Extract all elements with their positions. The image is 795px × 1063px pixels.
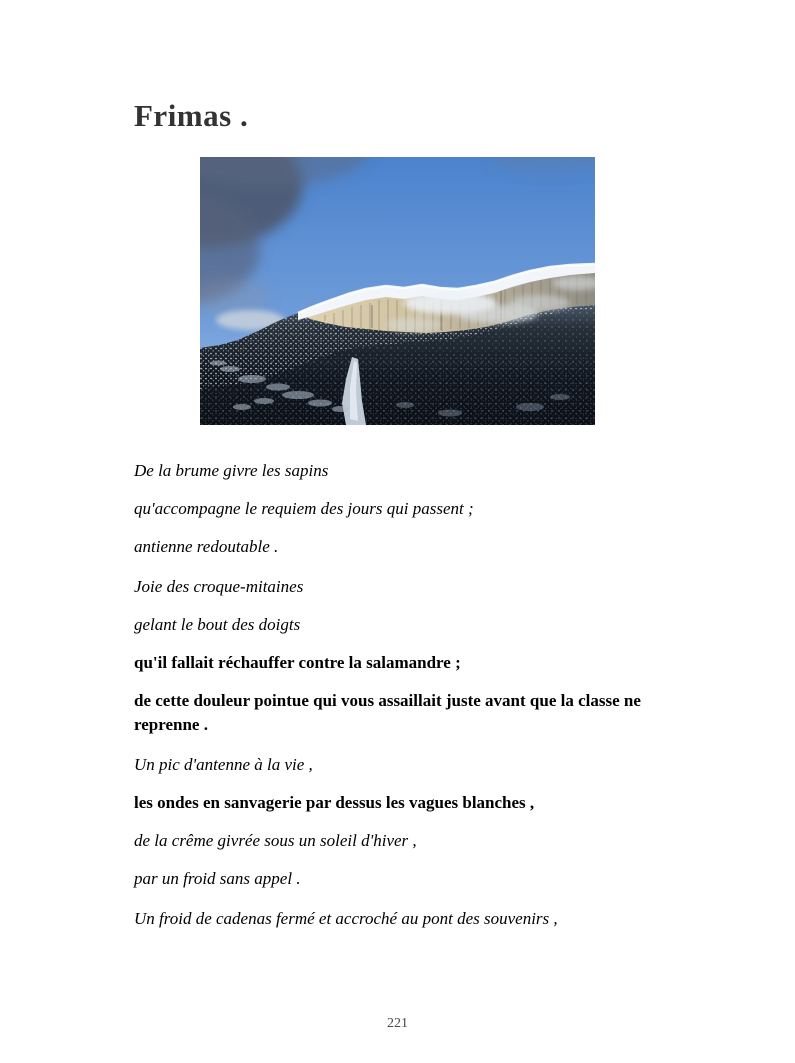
poem-line: par un froid sans appel . <box>134 869 301 888</box>
mountain-photo <box>200 157 595 425</box>
poem <box>134 459 686 945</box>
photo-container <box>200 157 595 425</box>
poem-line: Un froid de cadenas fermé et accroché au pont des souvenirs , <box>134 909 558 928</box>
poem-stanza <box>134 575 686 737</box>
poem-stanza <box>134 907 686 931</box>
poem-line: de la crême givrée sous un soleil d'hiver , <box>134 831 417 850</box>
poem-line: de cette douleur pointue qui vous assaillait juste avant que la classe ne reprenne . <box>134 691 641 734</box>
poem-line: les ondes en sanvagerie par dessus les vagues blanches , <box>134 793 535 812</box>
poem-line: qu'il fallait réchauffer contre la salamandre ; <box>134 653 461 672</box>
poem-line: Joie des croque-mitaines <box>134 577 304 596</box>
poem-stanza <box>134 753 686 891</box>
poem-line: De la brume givre les sapins <box>134 461 329 480</box>
poem-line: Un pic d'antenne à la vie , <box>134 755 313 774</box>
poem-line: gelant le bout des doigts <box>134 615 301 634</box>
page-title: Frimas . <box>134 98 249 133</box>
poem-stanza <box>134 459 686 559</box>
poem-line: qu'accompagne le requiem des jours qui passent ; <box>134 499 474 518</box>
poem-line: antienne redoutable . <box>134 537 279 556</box>
page-number: 221 <box>387 1016 408 1031</box>
